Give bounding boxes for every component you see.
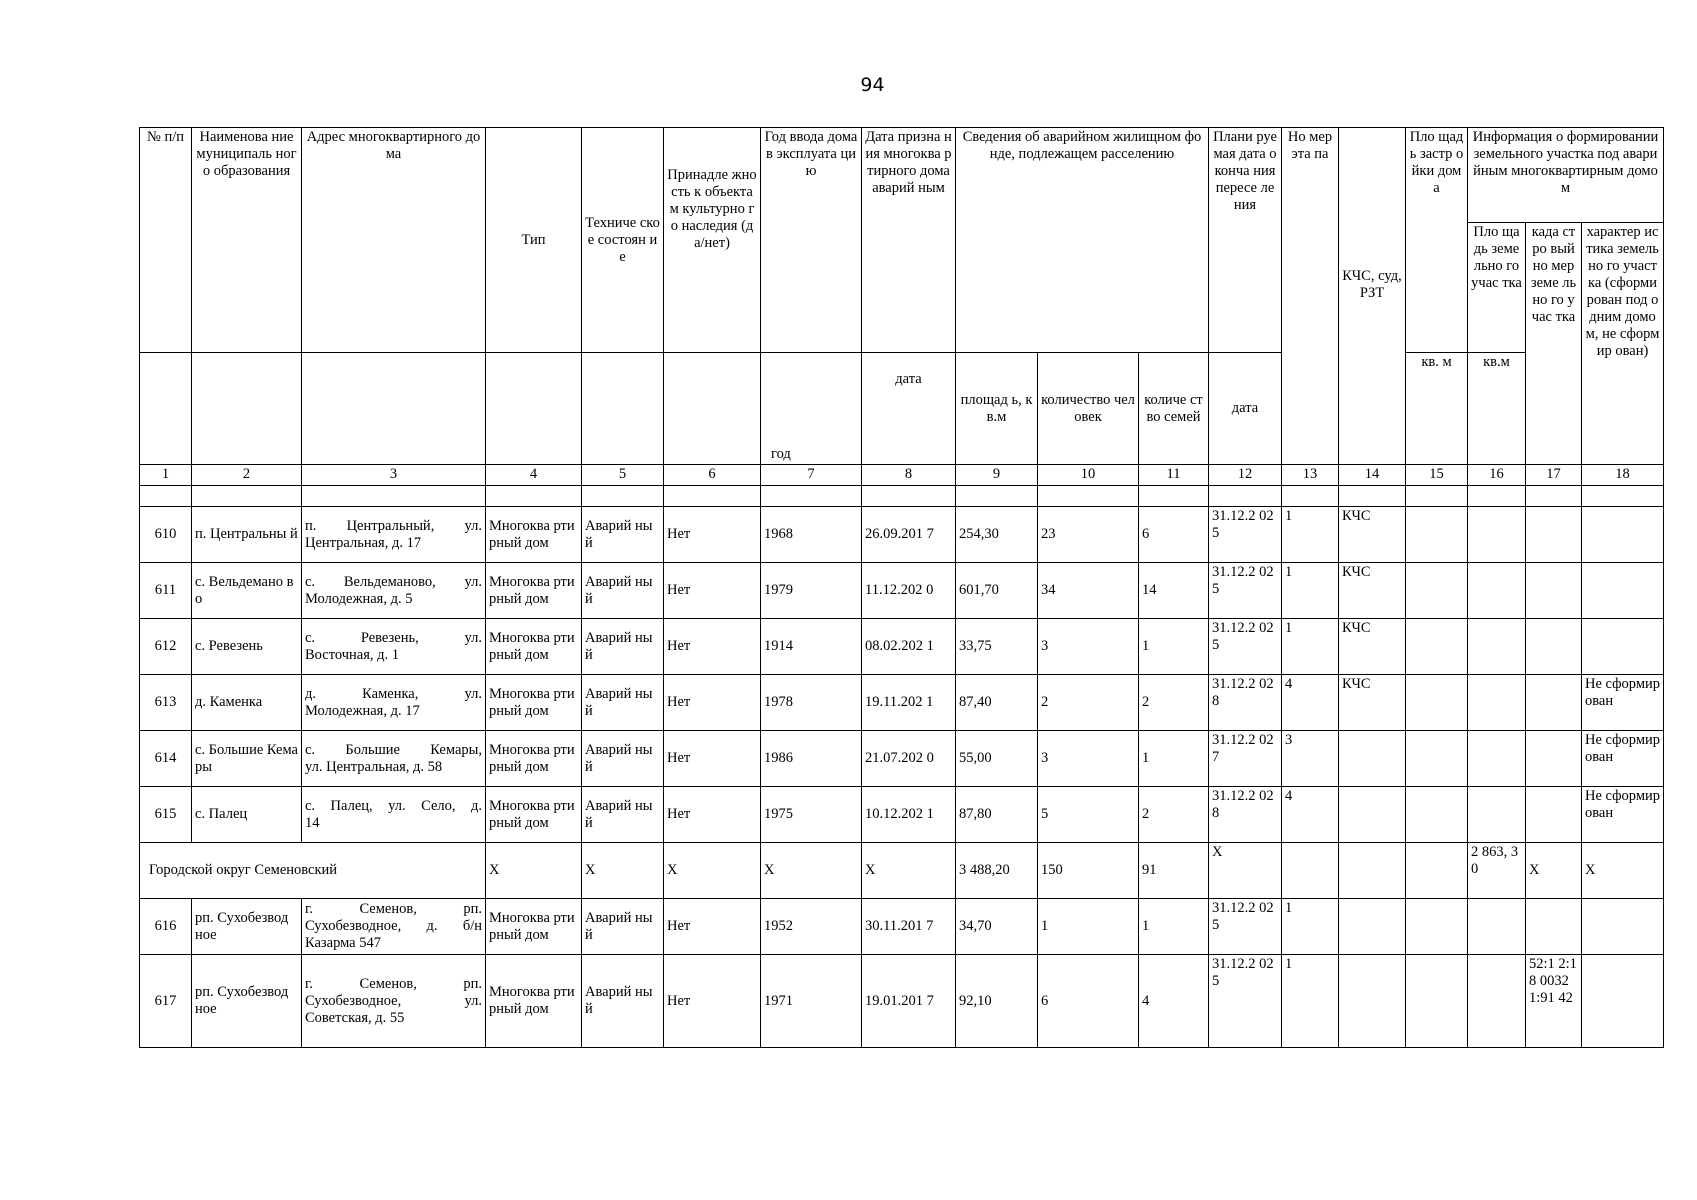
planned-date: 31.12.2 025: [1209, 899, 1282, 955]
address: [302, 787, 486, 843]
spacer-cell: [192, 486, 302, 507]
kchs: КЧС: [1339, 675, 1406, 731]
land-info: [1582, 955, 1664, 1048]
heritage: Нет: [664, 955, 761, 1048]
cadastral-number: [1526, 507, 1582, 563]
municipality: с. Большие Кемары: [192, 731, 302, 787]
family-count: 6: [1139, 507, 1209, 563]
col-number: 2: [192, 465, 302, 486]
area: 601,70: [956, 563, 1038, 619]
address-line: ул. Центральная, д. 58: [305, 758, 443, 775]
heritage: Нет: [664, 731, 761, 787]
municipality: рп. Сухобезвод ное: [192, 899, 302, 955]
subtotal-cadastral: X: [1526, 843, 1582, 899]
data-rows-group-2: [140, 899, 1664, 1048]
header-families-unit: количе ство семей: [1139, 353, 1209, 465]
area: 55,00: [956, 731, 1038, 787]
header-date-unit: дата: [862, 353, 956, 465]
address-line: Советская, д. 55: [305, 1009, 405, 1026]
emergency-date: 08.02.202 1: [862, 619, 956, 675]
spacer-cell: [761, 486, 862, 507]
area: 254,30: [956, 507, 1038, 563]
address-line: Сухобезводное, д. б/н: [305, 918, 482, 934]
planned-date: 31.12.2 025: [1209, 955, 1282, 1048]
emergency-date: 21.07.202 0: [862, 731, 956, 787]
heritage: Нет: [664, 675, 761, 731]
col-number: 18: [1582, 465, 1664, 486]
family-count: 4: [1139, 955, 1209, 1048]
land-area: [1468, 563, 1526, 619]
subtotal-kchs: [1339, 843, 1406, 899]
municipality: рп. Сухобезвод ное: [192, 955, 302, 1048]
land-area: [1468, 899, 1526, 955]
address-line: с. Ревезень, ул.: [305, 629, 482, 646]
subtotal-group: [140, 843, 1664, 899]
address: [302, 619, 486, 675]
subtotal-state: X: [582, 843, 664, 899]
col-number: 11: [1139, 465, 1209, 486]
table-row: [140, 955, 1664, 1048]
stage: 1: [1282, 899, 1339, 955]
address: [302, 507, 486, 563]
header-area-sqm-unit: кв. м: [1406, 353, 1468, 465]
address-line: с. Вельдеманово, ул.: [305, 573, 482, 590]
col-number: 16: [1468, 465, 1526, 486]
spacer-row: [140, 486, 1664, 507]
header-col-13: Но мер эта па: [1282, 128, 1339, 465]
header-col-3: Адрес многоквартирного дома: [302, 128, 486, 353]
address-line: Восточная, д. 1: [305, 646, 400, 663]
table-row: [140, 899, 1664, 955]
planned-date: 31.12.2 025: [1209, 507, 1282, 563]
header-col-8: Дата призна ния многоква ртирного дома аварий ным: [862, 128, 956, 353]
address-line: Казарма 547: [305, 935, 381, 951]
row-number: 611: [140, 563, 192, 619]
subtotal-date: X: [862, 843, 956, 899]
header-col-1-sub: [140, 353, 192, 465]
row-number: 614: [140, 731, 192, 787]
municipality: с. Палец: [192, 787, 302, 843]
page-number: 94: [860, 74, 885, 96]
stage: 1: [1282, 563, 1339, 619]
emergency-date: 19.01.201 7: [862, 955, 956, 1048]
municipality: д. Каменка: [192, 675, 302, 731]
address: [302, 955, 486, 1048]
data-rows-group-1: [140, 507, 1664, 843]
family-count: 1: [1139, 731, 1209, 787]
kchs: [1339, 787, 1406, 843]
emergency-date: 30.11.201 7: [862, 899, 956, 955]
area: 92,10: [956, 955, 1038, 1048]
cadastral-number: [1526, 563, 1582, 619]
commission-year: 1968: [761, 507, 862, 563]
address-line: г. Семенов, рп.: [305, 901, 482, 917]
col-number: 9: [956, 465, 1038, 486]
address: [302, 675, 486, 731]
stage: 4: [1282, 675, 1339, 731]
spacer-cell: [664, 486, 761, 507]
subtotal-c15: [1406, 843, 1468, 899]
land-area: [1468, 731, 1526, 787]
people-count: 3: [1038, 731, 1139, 787]
stage: 3: [1282, 731, 1339, 787]
build-area: [1406, 563, 1468, 619]
build-area: [1406, 731, 1468, 787]
header-row-1: [140, 128, 1664, 223]
header-col-7: Год ввода дома в эксплуата цию: [761, 128, 862, 353]
house-type: Многоква ртирный дом: [486, 507, 582, 563]
subtotal-row: [140, 843, 1664, 899]
column-number-row: [140, 465, 1664, 486]
row-number: 617: [140, 955, 192, 1048]
build-area: [1406, 787, 1468, 843]
people-count: 6: [1038, 955, 1139, 1048]
header-col-16-18: Информация о формировании земельного участка под аварийным многоквартирным домом: [1468, 128, 1664, 223]
header-year-unit: год: [761, 353, 862, 465]
cadastral-number: [1526, 899, 1582, 955]
land-info: Не сформир ован: [1582, 675, 1664, 731]
subtotal-families: 91: [1139, 843, 1209, 899]
emergency-date: 26.09.201 7: [862, 507, 956, 563]
commission-year: 1986: [761, 731, 862, 787]
subtotal-stage: [1282, 843, 1339, 899]
header-col-4: Тип: [486, 128, 582, 353]
col-number: 13: [1282, 465, 1339, 486]
row-number: 610: [140, 507, 192, 563]
header-col-18: характер истика земельно го участка (сформи рован под одним домом, не сформир ован): [1582, 223, 1664, 465]
kchs: КЧС: [1339, 507, 1406, 563]
address-line: Молодежная, д. 5: [305, 590, 413, 607]
heritage: Нет: [664, 619, 761, 675]
planned-date: 31.12.2 025: [1209, 619, 1282, 675]
commission-year: 1979: [761, 563, 862, 619]
col-number: 12: [1209, 465, 1282, 486]
area: 34,70: [956, 899, 1038, 955]
header-col-16: Пло щадь земе льно го учас тка: [1468, 223, 1526, 353]
family-count: 14: [1139, 563, 1209, 619]
land-area: [1468, 619, 1526, 675]
house-type: Многоква ртирный дом: [486, 899, 582, 955]
subtotal-heritage: X: [664, 843, 761, 899]
header-col-15: Пло щадь застр ойки дома: [1406, 128, 1468, 353]
row-number: 612: [140, 619, 192, 675]
land-area: [1468, 675, 1526, 731]
spacer-cell: [1139, 486, 1209, 507]
spacer-cell: [486, 486, 582, 507]
heritage: Нет: [664, 507, 761, 563]
land-info: [1582, 899, 1664, 955]
table-row: [140, 619, 1664, 675]
spacer-cell: [1406, 486, 1468, 507]
row-number: 613: [140, 675, 192, 731]
header-col-6: Принадле жность к объектам культурно го наследия (да/нет): [664, 128, 761, 353]
row-number: 616: [140, 899, 192, 955]
cadastral-number: [1526, 619, 1582, 675]
col-number: 17: [1526, 465, 1582, 486]
subtotal-type: X: [486, 843, 582, 899]
commission-year: 1971: [761, 955, 862, 1048]
spacer-cell: [862, 486, 956, 507]
family-count: 1: [1139, 619, 1209, 675]
heritage: Нет: [664, 899, 761, 955]
cadastral-number: [1526, 675, 1582, 731]
address: [302, 731, 486, 787]
spacer-cell: [1582, 486, 1664, 507]
stage: 4: [1282, 787, 1339, 843]
col-number: 5: [582, 465, 664, 486]
family-count: 2: [1139, 675, 1209, 731]
planned-date: 31.12.2 027: [1209, 731, 1282, 787]
col-number: 7: [761, 465, 862, 486]
tech-state: Аварий ный: [582, 731, 664, 787]
tech-state: Аварий ный: [582, 507, 664, 563]
land-area: [1468, 507, 1526, 563]
kchs: [1339, 731, 1406, 787]
header-col-12: Плани руемая дата оконча ния пересе ления: [1209, 128, 1282, 353]
kchs: КЧС: [1339, 563, 1406, 619]
header-people-unit: количество человек: [1038, 353, 1139, 465]
address-line: Центральная, д. 17: [305, 534, 422, 551]
address: [302, 563, 486, 619]
spacer-cell: [1526, 486, 1582, 507]
family-count: 2: [1139, 787, 1209, 843]
subtotal-land-area: 2 863, 30: [1468, 843, 1526, 899]
kchs: [1339, 955, 1406, 1048]
people-count: 23: [1038, 507, 1139, 563]
cadastral-number: [1526, 787, 1582, 843]
land-info: [1582, 619, 1664, 675]
header-col-5-sub: [582, 353, 664, 465]
house-type: Многоква ртирный дом: [486, 731, 582, 787]
spacer-cell: [582, 486, 664, 507]
land-info: [1582, 507, 1664, 563]
table-row: [140, 731, 1664, 787]
tech-state: Аварий ный: [582, 787, 664, 843]
header-plan-date-unit: дата: [1209, 353, 1282, 465]
subtotal-plan: X: [1209, 843, 1282, 899]
address-line: с. Палец, ул. Село, д.: [305, 797, 482, 814]
spacer-cell: [140, 486, 192, 507]
header-col-9-11: Сведения об аварийном жилищном фонде, подлежащем расселению: [956, 128, 1209, 353]
municipality: с. Ревезень: [192, 619, 302, 675]
address-line: с. Большие Кемары,: [305, 741, 482, 758]
spacer-cell: [1038, 486, 1139, 507]
planned-date: 31.12.2 028: [1209, 675, 1282, 731]
col-number: 4: [486, 465, 582, 486]
house-type: Многоква ртирный дом: [486, 955, 582, 1048]
header-land-sqm-unit: кв.м: [1468, 353, 1526, 465]
commission-year: 1914: [761, 619, 862, 675]
subtotal-label: Городской округ Семеновский: [140, 843, 486, 899]
emergency-date: 10.12.202 1: [862, 787, 956, 843]
stage: 1: [1282, 507, 1339, 563]
address-line: г. Семенов, рп.: [305, 975, 482, 992]
land-area: [1468, 955, 1526, 1048]
kchs: КЧС: [1339, 619, 1406, 675]
cadastral-number: [1526, 731, 1582, 787]
spacer-cell: [1339, 486, 1406, 507]
land-area: [1468, 787, 1526, 843]
commission-year: 1975: [761, 787, 862, 843]
heritage: Нет: [664, 787, 761, 843]
land-info: Не сформир ован: [1582, 731, 1664, 787]
col-number: 14: [1339, 465, 1406, 486]
emergency-housing-table: [139, 127, 1664, 1048]
table-row: [140, 507, 1664, 563]
tech-state: Аварий ный: [582, 899, 664, 955]
header-area-unit: площад ь, кв.м: [956, 353, 1038, 465]
tech-state: Аварий ный: [582, 955, 664, 1048]
people-count: 34: [1038, 563, 1139, 619]
col-number: 15: [1406, 465, 1468, 486]
area: 87,40: [956, 675, 1038, 731]
col-number: 10: [1038, 465, 1139, 486]
tech-state: Аварий ный: [582, 675, 664, 731]
subtotal-area: 3 488,20: [956, 843, 1038, 899]
build-area: [1406, 955, 1468, 1048]
stage: 1: [1282, 955, 1339, 1048]
people-count: 2: [1038, 675, 1139, 731]
col-number: 1: [140, 465, 192, 486]
tech-state: Аварий ный: [582, 563, 664, 619]
spacer-cell: [1209, 486, 1282, 507]
header-col-14: КЧС, суд, РЗТ: [1339, 128, 1406, 465]
cadastral-number: 52:1 2:18 0032 1:91 42: [1526, 955, 1582, 1048]
people-count: 1: [1038, 899, 1139, 955]
header-col-1: № п/п: [140, 128, 192, 353]
commission-year: 1952: [761, 899, 862, 955]
spacer-cell: [956, 486, 1038, 507]
col-number: 6: [664, 465, 761, 486]
tech-state: Аварий ный: [582, 619, 664, 675]
address-line: п. Центральный, ул.: [305, 517, 482, 534]
header-col-17: када стро вый но мер земе льно го учас тка: [1526, 223, 1582, 465]
header-col-6-sub: [664, 353, 761, 465]
kchs: [1339, 899, 1406, 955]
people-count: 5: [1038, 787, 1139, 843]
spacer-cell: [1282, 486, 1339, 507]
family-count: 1: [1139, 899, 1209, 955]
stage: 1: [1282, 619, 1339, 675]
people-count: 3: [1038, 619, 1139, 675]
emergency-date: 11.12.202 0: [862, 563, 956, 619]
table-row: [140, 787, 1664, 843]
address-line: Молодежная, д. 17: [305, 702, 420, 719]
header-row-3: [140, 353, 1664, 465]
header-col-4-sub: [486, 353, 582, 465]
land-info: Не сформир ован: [1582, 787, 1664, 843]
address-line: 14: [305, 814, 320, 831]
municipality: п. Центральны й: [192, 507, 302, 563]
header-col-2: Наименова ние муниципаль ного образования: [192, 128, 302, 353]
spacer-cell: [1468, 486, 1526, 507]
address-line: Сухобезводное, ул.: [305, 992, 482, 1009]
subtotal-people: 150: [1038, 843, 1139, 899]
col-number: 3: [302, 465, 486, 486]
header-col-3-sub: [302, 353, 486, 465]
house-type: Многоква ртирный дом: [486, 675, 582, 731]
commission-year: 1978: [761, 675, 862, 731]
build-area: [1406, 507, 1468, 563]
house-type: Многоква ртирный дом: [486, 787, 582, 843]
emergency-date: 19.11.202 1: [862, 675, 956, 731]
heritage: Нет: [664, 563, 761, 619]
address-line: д. Каменка, ул.: [305, 685, 482, 702]
table-row: [140, 563, 1664, 619]
table-row: [140, 675, 1664, 731]
address: [302, 899, 486, 955]
municipality: с. Вельдемано во: [192, 563, 302, 619]
area: 87,80: [956, 787, 1038, 843]
build-area: [1406, 675, 1468, 731]
planned-date: 31.12.2 025: [1209, 563, 1282, 619]
house-type: Многоква ртирный дом: [486, 563, 582, 619]
house-type: Многоква ртирный дом: [486, 619, 582, 675]
subtotal-land-info: X: [1582, 843, 1664, 899]
header-col-5: Техниче ское состоян ие: [582, 128, 664, 353]
build-area: [1406, 619, 1468, 675]
spacer-cell: [302, 486, 486, 507]
land-info: [1582, 563, 1664, 619]
header-col-2-sub: [192, 353, 302, 465]
build-area: [1406, 899, 1468, 955]
subtotal-year: X: [761, 843, 862, 899]
col-number: 8: [862, 465, 956, 486]
area: 33,75: [956, 619, 1038, 675]
row-number: 615: [140, 787, 192, 843]
planned-date: 31.12.2 028: [1209, 787, 1282, 843]
